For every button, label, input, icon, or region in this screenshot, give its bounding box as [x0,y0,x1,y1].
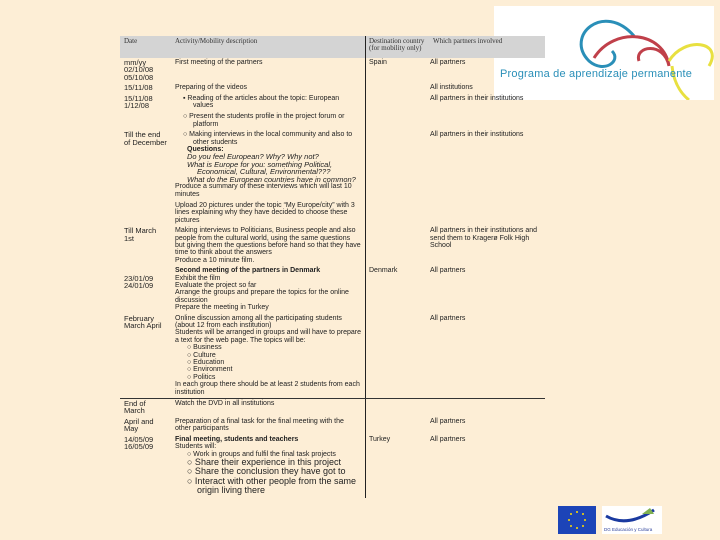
activity-line: Arrange the groups and prepare the topics for the online discussion [175,289,349,304]
date-line: 24/01/09 [124,280,154,290]
activity-line: ○ Politics [187,373,216,381]
activity-line: Final meeting, students and teachers [175,435,299,443]
date-line: 14/05/09 [124,434,154,444]
table-row [120,83,545,93]
date-line: 15/11/08 [124,93,153,103]
table-row [120,435,545,498]
destination-cell [365,94,429,131]
date-cell [120,226,175,266]
date-line: 15/11/08 [124,83,153,93]
activity-line: ○ Share their experience in this project [187,456,342,467]
date-line: March April [124,321,162,330]
destination-cell [365,130,429,226]
activity-cell [175,226,365,266]
date-cell [120,435,175,498]
dg-logo [602,506,662,534]
header-date: Date [124,37,138,45]
activity-cell [175,94,365,131]
header-activity: Activity/Mobility description [175,37,258,45]
activity-line: ○ Environment [187,366,233,374]
date-cell [120,130,175,226]
column-divider [365,36,366,58]
activity-line: Online discussion among all the participating students (about 12 from each institution) [175,314,342,329]
activity-line: ○ Present the students profile in the project forum or platform [183,113,345,128]
date-cell [120,94,175,131]
activity-line: ○ Education [187,359,225,367]
activity-line: Evaluate the project so far [175,281,257,289]
programme-logo-text: Programa de aprendizaje permanente [500,68,693,80]
table-row [120,94,545,131]
activity-cell [175,417,365,435]
header-destination: Destination country (for mobility only) [369,37,425,52]
partners-cell: All partners in their institutions [430,94,524,102]
date-line: mm/yy [124,58,147,67]
activity-line: Do you feel European? Why? Why not? [187,152,319,162]
partners-cell: All partners in their institutions and send them to Kragerø Folk High School [430,227,537,249]
activity-line: Students will: [175,443,217,451]
partners-cell: All partners [430,417,466,425]
activity-line: Questions: [187,146,224,154]
activity-line: Second meeting of the partners in Denmark [175,267,321,275]
table-header [120,36,545,58]
partners-cell: All partners in their institutions [430,131,524,139]
activity-line: Making interviews to Politicians, Business people and also people from the cultural world, using the same questions but giving them the questions before hand so that they have time to think about the answers [175,227,361,257]
date-cell [120,399,175,417]
destination-cell [365,314,429,398]
activity-line: ○ Making interviews in the local community and also to other students [183,131,353,146]
activity-line: Students will be arranged in groups and will have to prepare a text for the web page. The topics will be: [175,329,362,344]
partners-cell: All institutions [430,84,473,92]
date-line: May [124,424,139,434]
date-line: Till March [124,226,157,236]
destination-cell [365,226,429,266]
activity-line: In each group there should be at least 2 students from each institution [175,381,360,396]
date-line: March [124,406,145,416]
activity-cell [175,314,365,398]
table-row [120,398,545,417]
date-line: 05/10/08 [124,72,154,82]
destination-cell: Spain [365,58,429,83]
date-line: 1/12/08 [124,101,150,111]
activity-line: ○ Work in groups and fulfil the final task projects [187,450,336,458]
date-line: April and [124,416,154,426]
activity-line: Preparation of a final task for the final meeting with the other participants [175,417,344,433]
table-body [120,58,545,498]
table-row [120,58,545,83]
date-line: 1st [124,233,135,243]
destination-cell [365,417,429,435]
activity-line: Exhibit the film [175,274,221,282]
date-cell [120,314,175,398]
activity-line: ○ Share the conclusion they have got to [187,466,346,477]
partners-cell: All partners [430,435,466,443]
eu-flag-icon [558,506,596,534]
activity-cell [175,435,365,498]
activity-line: ○ Culture [187,351,216,359]
activity-line: Produce a 10 minute film. [175,256,255,264]
activity-cell [175,83,365,93]
destination-cell [365,399,429,417]
activity-line: Watch the DVD in all institutions [175,400,275,408]
date-line: of December [124,137,167,147]
dg-logo-text: DG Educación y Cultura [604,527,653,532]
date-line: End of [124,399,146,409]
partners-cell [429,399,545,417]
partners-cell: All partners [430,267,466,275]
header-partners: Which partners involved [433,37,503,45]
activity-cell [175,130,365,226]
activity-line: ○ Business [187,344,222,352]
activity-line: ▪ Reading of the articles about the topic: European values [183,94,340,110]
llp-swoosh-icon [602,506,662,526]
date-cell [120,83,175,93]
partners-cell: All partners [430,314,466,322]
activity-line: Upload 20 pictures under the topic “My Europe/city” with 3 lines explaining why they have decided to choose these pictures [175,201,355,224]
date-line: 23/01/09 [124,273,154,283]
table-row [120,266,545,313]
activity-line: ○ Interact with other people from the same origin living there [187,475,357,496]
table-row [120,314,545,398]
table-row [120,130,545,226]
date-cell [120,58,175,83]
date-cell [120,417,175,435]
date-line: Till the end [124,130,161,140]
activity-line: Produce a summary of these interviews which will last 10 minutes [175,183,352,198]
date-line: 16/05/09 [124,442,154,452]
activity-line: First meeting of the partners [175,59,263,66]
table-row [120,417,545,435]
activity-line: What is Europe for you: something Political, Economical, Cultural, Environmental??? [187,159,333,177]
destination-cell: Turkey [365,435,429,498]
date-line: February [124,313,155,323]
activity-line: What do the European countries have in common? [187,174,356,184]
activity-cell [175,266,365,313]
date-line: 02/10/08 [124,65,154,75]
activity-line: Preparing of the videos [175,84,247,92]
activity-line: Prepare the meeting in Turkey [175,304,269,312]
activity-cell [175,399,365,417]
activity-cell [175,58,365,83]
table-row [120,226,545,266]
partners-cell: All partners [430,59,466,66]
date-cell [120,266,175,313]
destination-cell [365,83,429,93]
destination-cell: Denmark [365,266,429,313]
